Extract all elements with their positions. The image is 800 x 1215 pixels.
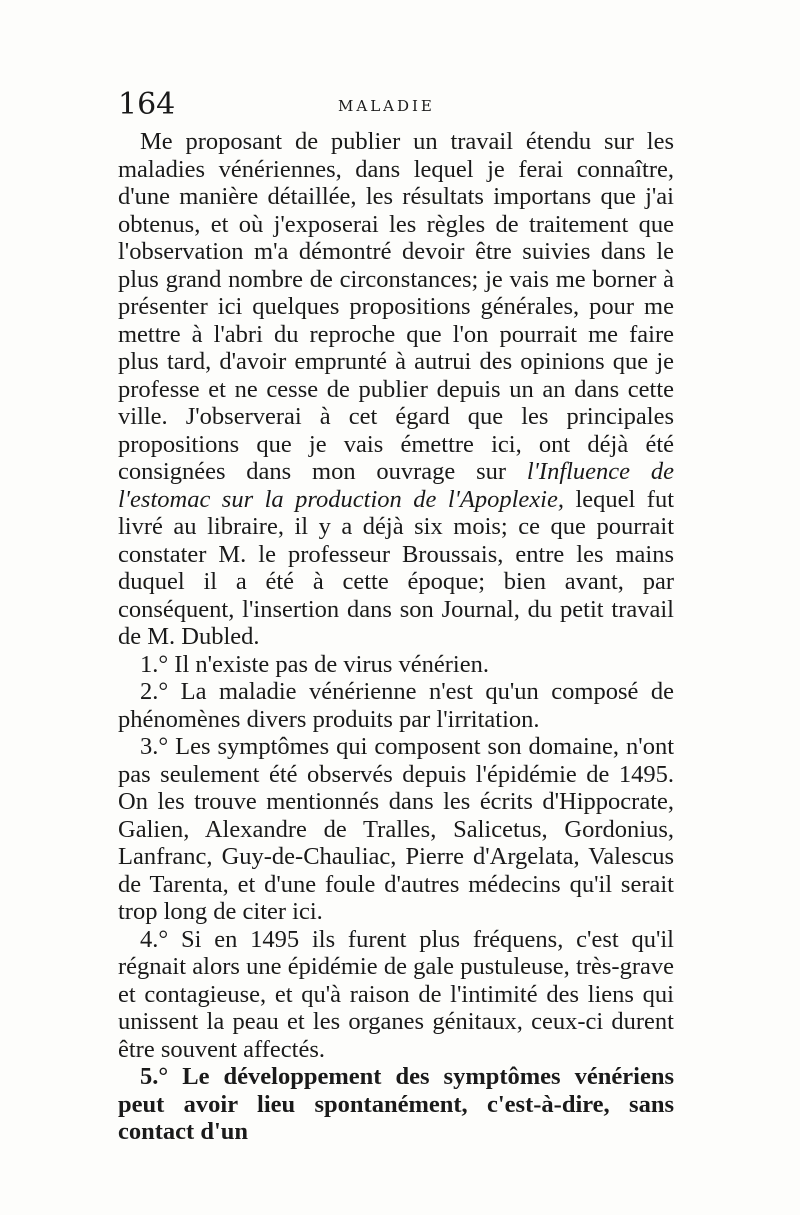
intro-paragraph: [118, 128, 674, 651]
proposition-4: 4.° Si en 1495 ils furent plus fréquens, c'est qu'il régnait alors une épidémie de gale pustuleuse, très-grave et contagieuse, et qu'à raison de l'intimité des liens qui unissent la peau et les organes génitaux, ceux-ci durent être souvent affectés.: [118, 925, 674, 1063]
proposition-2: 2.° La maladie vénérienne n'est qu'un composé de phénomènes divers produits par l'irritation.: [118, 678, 674, 733]
proposition-5: 5.° Le développement des symptômes vénériens peut avoir lieu spontanément, c'est-à-dire, sans contact d'un: [118, 1063, 674, 1145]
book-title: l'Influence de l'estomac sur la production de l'Apoplexie,: [118, 458, 674, 513]
running-head: [118, 88, 678, 122]
proposition-3: 3.° Les symptômes qui composent son domaine, n'ont pas seulement été observés depuis l'épidémie de 1495. On les trouve mentionnés dans les écrits d'Hippocrate, Galien, Alexandre de Tralles, Salicetus, Gordonius, Lanfranc, Guy-de-Chauliac, Pierre d'Argelata, Valescus de Tarenta, et d'une foule d'autres médecins qu'il serait trop long de citer ici.: [118, 733, 674, 925]
intro-text-part-2: lequel fut livré au libraire, il y a déjà six mois; ce que pourrait constater M. le professeur Broussais, entre les mains duquel il a été à cette époque; bien avant, par conséquent, l'insertion dans son Journal, du petit travail de M. Dubled.: [118, 485, 675, 650]
proposition-1: 1.° Il n'existe pas de virus vénérien.: [140, 650, 489, 678]
running-title: MALADIE: [338, 97, 435, 115]
page-number: 164: [118, 87, 176, 122]
body-text: [118, 128, 674, 1146]
intro-text-part-1: Me proposant de publier un travail étendu sur les maladies vénériennes, dans lequel je ferai connaître, d'une manière détaillée, les résultats importans que j'ai obtenus, et où j'exposerai les règles de traitement que l'observation m'a démontré devoir être suivies dans le plus grand nombre de circonstances; je vais me borner à présenter ici quelques propositions générales, pour me mettre à l'abri du reproche que l'on pourrait me faire plus tard, d'avoir emprunté à autrui des opinions que je professe et ne cesse de publier depuis un an dans cette ville. J'observerai à cet égard que les principales propositions que je vais émettre ici, ont déjà été consignées dans mon ouvrage sur: [118, 128, 674, 485]
